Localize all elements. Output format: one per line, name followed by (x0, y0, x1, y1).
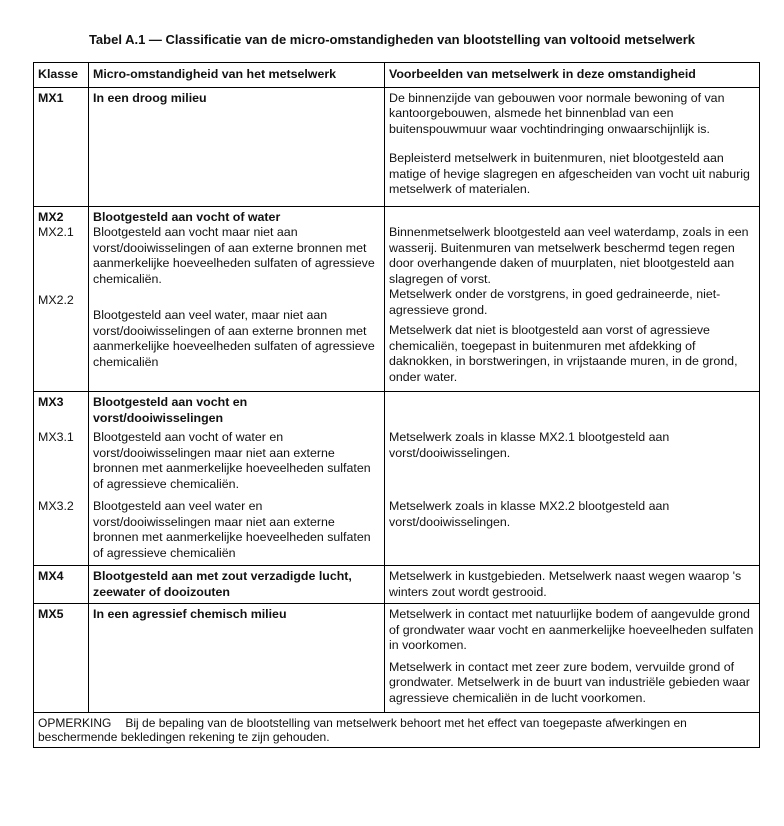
class-code-mx2: MX2 (38, 209, 64, 224)
header-class: Klasse (34, 63, 89, 88)
table-title: Tabel A.1 — Classificatie van de micro-omstandigheden van blootstelling van voltooid metselwerk (88, 32, 696, 47)
condition-mx2: Blootgesteld aan vocht of water (93, 209, 281, 224)
examples-cell (385, 566, 760, 604)
condition-mx3-2: Blootgesteld aan veel water en vorst/dooiwisselingen maar niet aan externe bronnen met aanmerkelijke hoeveelheden sulfaten of agressieve chemicaliën (93, 499, 371, 560)
examples-cell (385, 604, 760, 713)
note-row (34, 713, 760, 748)
class-code-mx2-2: MX2.2 (38, 292, 74, 307)
condition-cell (89, 87, 385, 206)
condition-mx3-1: Blootgesteld aan vocht of water en vorst/dooiwisselingen maar niet aan externe bronnen met aanmerkelijke hoeveelheden sulfaten of agressieve chemicaliën. (93, 430, 371, 491)
example-mx3-2: Metselwerk zoals in klasse MX2.2 blootgesteld aan vorst/dooiwisselingen. (389, 499, 670, 529)
note-label: OPMERKING (38, 716, 112, 730)
class-code (34, 206, 89, 392)
class-code-mx3: MX3 (38, 395, 64, 409)
table-row-mx2 (34, 206, 760, 392)
table-row-mx3 (34, 392, 760, 566)
condition-mx2-2: Blootgesteld aan veel water, maar niet aan vorst/dooiwisselingen of aan externe bronnen met aanmerkelijke hoeveelheden sulfaten of agressieve chemicaliën (93, 308, 375, 369)
table-row-mx4 (34, 566, 760, 604)
example-mx4: Metselwerk in kustgebieden. Metselwerk naast wegen waarop 's winters zout wordt gestrooid. (389, 569, 742, 599)
example-mx3-1: Metselwerk zoals in klasse MX2.1 blootgesteld aan vorst/dooiwisselingen. (389, 430, 670, 460)
class-code (34, 604, 89, 713)
condition-mx3: Blootgesteld aan vocht en vorst/dooiwisselingen (93, 395, 248, 425)
class-code (34, 566, 89, 604)
class-code (34, 392, 89, 566)
condition-cell (89, 392, 385, 566)
header-row (34, 63, 760, 88)
condition-mx2-1: Blootgesteld aan vocht maar niet aan vorst/dooiwisselingen of aan externe bronnen met aanmerkelijke hoeveelheden sulfaten of agressieve chemicaliën. (93, 225, 375, 286)
example-mx1-2: Bepleisterd metselwerk in buitenmuren, niet blootgesteld aan matige of hevige slagregen en afgescheiden van vocht uit naburig metselwerk of materialen. (389, 151, 750, 196)
note-text: Bij de bepaling van de blootstelling van metselwerk behoort met het effect van toegepaste afwerkingen en beschermende bekledingen rekening te zijn gehouden. (38, 716, 687, 744)
condition-cell (89, 206, 385, 392)
condition-mx4: Blootgesteld aan met zout verzadigde lucht, zeewater of dooizouten (93, 569, 352, 599)
class-code (34, 87, 89, 206)
table-row-mx5 (34, 604, 760, 713)
example-mx2-2: Metselwerk dat niet is blootgesteld aan vorst of agressieve chemicaliën, toegepast in buitenmuren met afdekking of daknokken, in borstweringen, in vrijstaande muren, in de grond, onder water. (389, 323, 738, 384)
example-mx5-2: Metselwerk in contact met zeer zure bodem, vervuilde grond of grondwater. Metselwerk in de buurt van industriële gebieden waar agressieve chemicaliën in de lucht voorkomen. (389, 659, 750, 705)
example-mx1-1: De binnenzijde van gebouwen voor normale bewoning of van kantoorgebouwen, alsmede het binnenblad van een buitenspouwmuur waar vochtindringing onwaarschijnlijk is. (389, 90, 725, 136)
condition-cell (89, 604, 385, 713)
example-mx2-1a: Binnenmetselwerk blootgesteld aan veel waterdamp, zoals in een wasserij. Buitenmuren van metselwerk beschermd tegen regen door overhangende daken of muurplaten, niet blootgesteld aan slagregen of vorst. (389, 225, 749, 286)
classification-table (33, 62, 760, 748)
condition-mx5: In een agressief chemisch milieu (93, 607, 287, 621)
note-cell (34, 713, 760, 748)
condition-cell (89, 566, 385, 604)
example-mx5-1: Metselwerk in contact met natuurlijke bodem of aangevulde grond of grondwater waar vocht en aanmerkelijke hoeveelheden sulfaten in voorkomen. (389, 607, 754, 652)
class-code-mx3-2: MX3.2 (38, 499, 74, 513)
condition-mx1: In een droog milieu (93, 90, 207, 105)
class-code-mx4: MX4 (38, 569, 64, 583)
examples-cell (385, 87, 760, 206)
class-code-mx1: MX1 (38, 90, 64, 105)
table-row-mx1 (34, 87, 760, 206)
class-code-mx3-1: MX3.1 (38, 429, 74, 444)
header-condition: Micro-omstandigheid van het metselwerk (89, 63, 385, 88)
examples-cell (385, 392, 760, 566)
class-code-mx5: MX5 (38, 607, 64, 621)
example-mx2-1b: Metselwerk onder de vorstgrens, in goed gedraineerde, niet-agressieve grond. (389, 287, 721, 317)
class-code-mx2-1: MX2.1 (38, 225, 74, 239)
examples-cell (385, 206, 760, 392)
header-examples: Voorbeelden van metselwerk in deze omstandigheid (385, 63, 760, 88)
